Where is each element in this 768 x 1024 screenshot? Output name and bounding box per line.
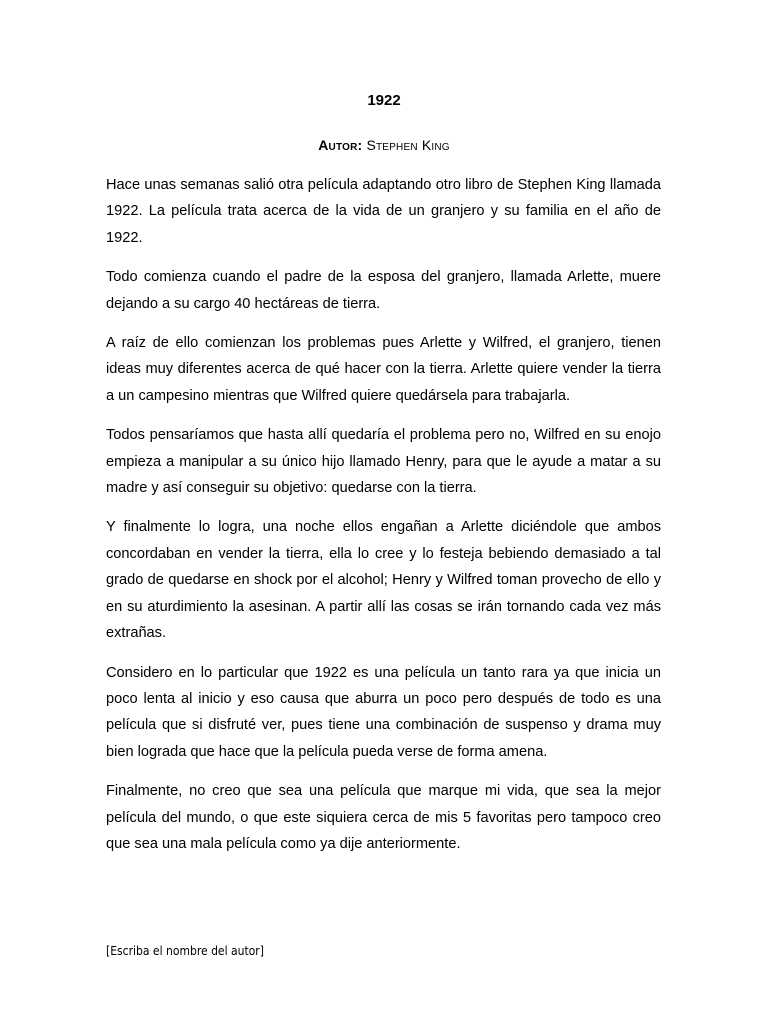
paragraph: Considero en lo particular que 1922 es una película un tanto rara ya que inicia un poco lenta al inicio y eso causa que aburra un poco pero después de todo es una película que si disfruté ver, pues tiene una combinación de suspenso y drama muy bien lograda que hace que la película pueda verse de forma amena. xyxy=(106,664,661,760)
article-body xyxy=(106,172,661,870)
author-name: Stephen King xyxy=(366,137,450,153)
author-label: Autor: xyxy=(318,137,363,153)
paragraph: Hace unas semanas salió otra película adaptando otro libro de Stephen King llamada 1922. La película trata acerca de la vida de un granjero y su familia en el año de 1922. xyxy=(106,177,661,246)
paragraph: Todo comienza cuando el padre de la esposa del granjero, llamada Arlette, muere dejando a su cargo 40 hectáreas de tierra. xyxy=(106,269,661,312)
author-line xyxy=(0,136,768,154)
document-title: 1922 xyxy=(367,92,401,109)
paragraph: Todos pensaríamos que hasta allí quedaría el problema pero no, Wilfred en su enojo empieza a manipular a su único hijo llamado Henry, para que le ayude a matar a su madre y así conseguir su objetivo: quedarse con la tierra. xyxy=(106,427,661,497)
paragraph: Y finalmente lo logra, una noche ellos engañan a Arlette diciéndole que ambos concordaban en vender la tierra, ella lo cree y lo festeja bebiendo demasiado a tal grado de quedarse en shock por el alcohol; Henry y Wilfred toman provecho de ello y en su aturdimiento la asesinan. A partir allí las cosas se irán tornando cada vez más extrañas. xyxy=(106,519,661,642)
paragraph: A raíz de ello comienzan los problemas pues Arlette y Wilfred, el granjero, tienen ideas muy diferentes acerca de qué hacer con la tierra. Arlette quiere vender la tierra a un campesino mientras que Wilfred quiere quedársela para trabajarla. xyxy=(106,335,661,404)
footer-author-placeholder[interactable]: [Escriba el nombre del autor] xyxy=(106,944,264,958)
paragraph: Finalmente, no creo que sea una película que marque mi vida, que sea la mejor película del mundo, o que este siquiera cerca de mis 5 favoritas pero tampoco creo que sea una mala película como ya dije anteriormente. xyxy=(106,783,661,852)
